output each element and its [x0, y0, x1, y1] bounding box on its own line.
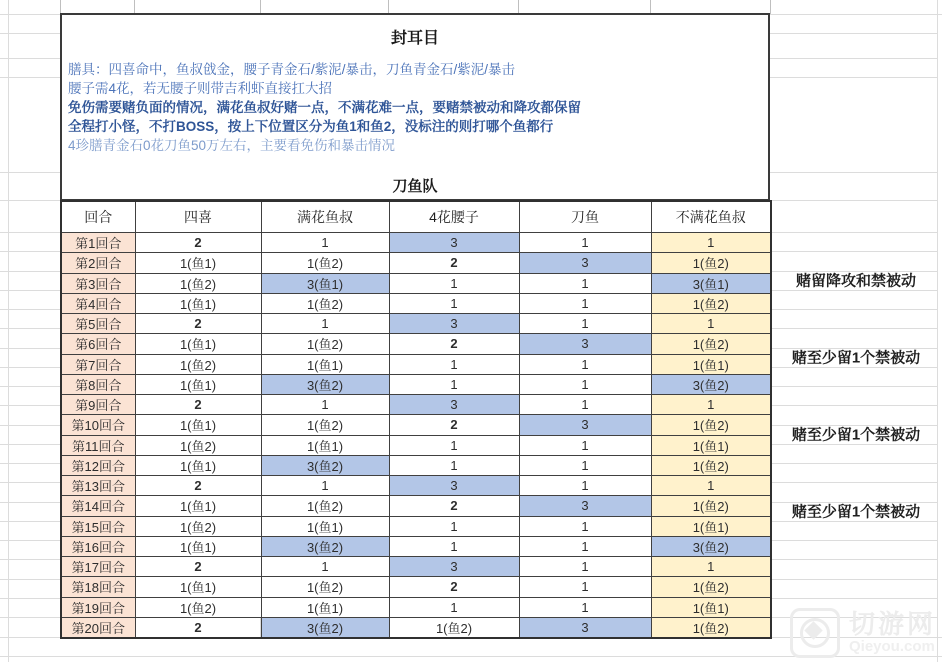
- value-cell: 2: [389, 334, 519, 354]
- value-cell: 1(鱼2): [651, 577, 771, 597]
- margin-gridline: [770, 559, 937, 560]
- value-cell: 2: [135, 557, 261, 577]
- value-cell: 1(鱼1): [651, 435, 771, 455]
- margin-gridline: [518, 0, 519, 14]
- margin-gridline: [0, 521, 60, 522]
- header-row: [61, 201, 771, 233]
- value-cell: 1(鱼2): [261, 334, 389, 354]
- value-cell: 2: [135, 617, 261, 638]
- margin-gridline: [650, 0, 651, 14]
- value-cell: 3(鱼2): [261, 536, 389, 556]
- column-header: 4花腰子: [389, 201, 519, 233]
- value-cell: 1: [651, 395, 771, 415]
- margin-gridline: [770, 482, 937, 483]
- value-cell: 1: [519, 395, 651, 415]
- margin-gridline: [0, 200, 60, 201]
- value-cell: 1(鱼2): [261, 496, 389, 516]
- margin-gridline: [770, 172, 937, 173]
- margin-gridline: [770, 33, 937, 34]
- value-cell: 3(鱼1): [261, 273, 389, 293]
- value-cell: 2: [135, 476, 261, 496]
- margin-gridline: [770, 405, 937, 406]
- round-label: 第20回合: [61, 617, 135, 638]
- column-header: 刀鱼: [519, 201, 651, 233]
- table-row: [61, 557, 771, 577]
- value-cell: 1: [389, 293, 519, 313]
- table-row: [61, 233, 771, 253]
- round-label: 第13回合: [61, 476, 135, 496]
- value-cell: 1: [651, 557, 771, 577]
- value-cell: 1(鱼1): [651, 597, 771, 617]
- value-cell: 1(鱼1): [651, 354, 771, 374]
- value-cell: 3: [519, 415, 651, 435]
- value-cell: 1(鱼1): [261, 354, 389, 374]
- value-cell: 1: [389, 597, 519, 617]
- margin-gridline: [0, 77, 60, 78]
- site-watermark: [790, 608, 936, 658]
- table-row: [61, 597, 771, 617]
- round-label: 第4回合: [61, 293, 135, 313]
- margin-gridline: [0, 58, 60, 59]
- margin-gridline: [0, 598, 60, 599]
- value-cell: 1: [651, 314, 771, 334]
- table-row: [61, 435, 771, 455]
- value-cell: 3: [389, 476, 519, 496]
- margin-gridline: [770, 251, 937, 252]
- margin-gridline: [0, 444, 60, 445]
- table-row: [61, 314, 771, 334]
- value-cell: 1: [519, 374, 651, 394]
- round-label: 第6回合: [61, 334, 135, 354]
- value-cell: 1(鱼1): [135, 253, 261, 273]
- value-cell: 1: [519, 233, 651, 253]
- value-cell: 1(鱼2): [651, 415, 771, 435]
- column-header: 四喜: [135, 201, 261, 233]
- note-line: 全程打小怪，不打BOSS，按上下位置区分为鱼1和鱼2，没标注的则打哪个鱼都行: [68, 119, 554, 134]
- margin-gridline: [0, 617, 60, 618]
- value-cell: 2: [389, 496, 519, 516]
- value-cell: 1(鱼1): [135, 334, 261, 354]
- gamble-annotation: 赌留降攻和禁被动: [795, 272, 916, 290]
- margin-gridline: [0, 348, 60, 349]
- column-header: 不满花鱼叔: [651, 201, 771, 233]
- round-label: 第18回合: [61, 577, 135, 597]
- margin-gridline: [770, 0, 771, 14]
- round-label: 第10回合: [61, 415, 135, 435]
- value-cell: 1: [261, 557, 389, 577]
- value-cell: 1: [519, 435, 651, 455]
- value-cell: 3: [389, 395, 519, 415]
- margin-gridline: [0, 540, 60, 541]
- margin-gridline: [770, 540, 937, 541]
- margin-gridline: [770, 598, 937, 599]
- value-cell: 1(鱼2): [135, 354, 261, 374]
- value-cell: 1: [519, 293, 651, 313]
- margin-gridline: [134, 0, 135, 14]
- value-cell: 1(鱼1): [135, 455, 261, 475]
- value-cell: 1: [389, 516, 519, 536]
- margin-gridline: [770, 58, 937, 59]
- rounds-table: [60, 200, 772, 639]
- value-cell: 1: [389, 435, 519, 455]
- margin-gridline: [60, 0, 61, 14]
- round-label: 第14回合: [61, 496, 135, 516]
- value-cell: 3(鱼1): [651, 273, 771, 293]
- value-cell: 1(鱼1): [135, 536, 261, 556]
- value-cell: 1(鱼2): [261, 577, 389, 597]
- round-label: 第19回合: [61, 597, 135, 617]
- margin-gridline: [770, 200, 937, 201]
- value-cell: 2: [389, 253, 519, 273]
- margin-gridline: [0, 367, 60, 368]
- gamble-annotation: 赌至少留1个禁被动: [791, 503, 921, 521]
- value-cell: 1: [519, 557, 651, 577]
- value-cell: 1: [519, 597, 651, 617]
- margin-gridline: [0, 425, 60, 426]
- value-cell: 1(鱼1): [261, 597, 389, 617]
- note-line: 膳具：四喜命中，鱼叔戗金，腰子青金石/紫泥/暴击，刀鱼青金石/紫泥/暴击: [68, 62, 516, 77]
- margin-gridline: [770, 386, 937, 387]
- value-cell: 1(鱼2): [261, 293, 389, 313]
- value-cell: 1(鱼2): [389, 617, 519, 638]
- value-cell: 3: [519, 253, 651, 273]
- round-label: 第5回合: [61, 314, 135, 334]
- margin-gridline: [0, 251, 60, 252]
- table-row: [61, 577, 771, 597]
- value-cell: 1(鱼1): [261, 516, 389, 536]
- value-cell: 1: [261, 395, 389, 415]
- round-label: 第9回合: [61, 395, 135, 415]
- value-cell: 1(鱼1): [651, 516, 771, 536]
- gamble-annotation: 赌至少留1个禁被动: [791, 349, 921, 367]
- margin-gridline: [770, 328, 937, 329]
- value-cell: 1(鱼1): [261, 435, 389, 455]
- round-label: 第7回合: [61, 354, 135, 374]
- value-cell: 1: [519, 577, 651, 597]
- table-row: [61, 273, 771, 293]
- margin-gridline: [0, 232, 60, 233]
- value-cell: 1: [519, 516, 651, 536]
- table-row: [61, 516, 771, 536]
- table-row: [61, 476, 771, 496]
- value-cell: 3: [519, 334, 651, 354]
- margin-gridline: [0, 172, 60, 173]
- round-label: 第15回合: [61, 516, 135, 536]
- notes-block: [60, 57, 770, 173]
- round-label: 第17回合: [61, 557, 135, 577]
- table-row: [61, 415, 771, 435]
- value-cell: 1(鱼2): [651, 617, 771, 638]
- value-cell: 1: [389, 354, 519, 374]
- margin-gridline: [770, 309, 937, 310]
- column-header: 回合: [61, 201, 135, 233]
- margin-gridline: [770, 463, 937, 464]
- value-cell: 3(鱼2): [261, 617, 389, 638]
- value-cell: 1(鱼2): [651, 293, 771, 313]
- margin-gridline: [0, 405, 60, 406]
- margin-gridline: [0, 386, 60, 387]
- value-cell: 1: [519, 314, 651, 334]
- value-cell: 1(鱼2): [135, 597, 261, 617]
- value-cell: 1: [519, 354, 651, 374]
- value-cell: 1: [389, 455, 519, 475]
- table-row: [61, 617, 771, 638]
- value-cell: 3: [519, 496, 651, 516]
- value-cell: 3(鱼2): [651, 374, 771, 394]
- value-cell: 1: [651, 476, 771, 496]
- rounds-table-wrap: [60, 200, 770, 639]
- value-cell: 1(鱼2): [261, 415, 389, 435]
- value-cell: 2: [389, 577, 519, 597]
- margin-gridline: [0, 579, 60, 580]
- qieyou-logo-icon: [790, 608, 840, 658]
- margin-gridline: [0, 463, 60, 464]
- value-cell: 3(鱼2): [651, 536, 771, 556]
- note-line: 腰子需4花，若无腰子则带吉利虾直接扛大招: [68, 81, 333, 96]
- margin-gridline: [388, 0, 389, 14]
- table-row: [61, 253, 771, 273]
- value-cell: 1: [389, 536, 519, 556]
- value-cell: 3: [389, 314, 519, 334]
- table-row: [61, 293, 771, 313]
- table-row: [61, 334, 771, 354]
- value-cell: 1: [651, 233, 771, 253]
- table-row: [61, 455, 771, 475]
- table-row: [61, 496, 771, 516]
- round-label: 第8回合: [61, 374, 135, 394]
- margin-gridline: [0, 290, 60, 291]
- value-cell: 1(鱼2): [651, 334, 771, 354]
- value-cell: 1(鱼2): [651, 496, 771, 516]
- note-line: 免伤需要赌负面的情况，满花鱼叔好赌一点，不满花难一点，要赌禁被动和降攻都保留: [68, 100, 581, 115]
- value-cell: 1(鱼2): [261, 253, 389, 273]
- value-cell: 1(鱼1): [135, 496, 261, 516]
- margin-gridline: [0, 33, 60, 34]
- value-cell: 1(鱼2): [135, 273, 261, 293]
- value-cell: 1: [519, 476, 651, 496]
- value-cell: 1(鱼1): [135, 293, 261, 313]
- table-row: [61, 354, 771, 374]
- section-title: 刀鱼队: [60, 171, 770, 201]
- margin-gridline: [0, 559, 60, 560]
- margin-gridline: [770, 232, 937, 233]
- round-label: 第3回合: [61, 273, 135, 293]
- watermark-site-domain: Qieyou.com: [848, 637, 935, 655]
- page-title: 封耳目: [60, 13, 770, 59]
- value-cell: 3: [389, 233, 519, 253]
- value-cell: 3(鱼2): [261, 374, 389, 394]
- value-cell: 3(鱼2): [261, 455, 389, 475]
- value-cell: 1: [519, 455, 651, 475]
- column-header: 满花鱼叔: [261, 201, 389, 233]
- margin-gridline: [0, 328, 60, 329]
- margin-gridline: [937, 0, 938, 662]
- margin-gridline: [770, 77, 937, 78]
- value-cell: 3: [519, 617, 651, 638]
- value-cell: 1: [261, 314, 389, 334]
- value-cell: 1(鱼2): [651, 253, 771, 273]
- table-row: [61, 395, 771, 415]
- value-cell: 2: [389, 415, 519, 435]
- margin-gridline: [0, 309, 60, 310]
- margin-gridline: [260, 0, 261, 14]
- round-label: 第2回合: [61, 253, 135, 273]
- margin-gridline: [0, 271, 60, 272]
- margin-gridline: [8, 0, 9, 662]
- value-cell: 1: [519, 536, 651, 556]
- round-label: 第16回合: [61, 536, 135, 556]
- value-cell: 1: [519, 273, 651, 293]
- note-line: 4珍膳青金石0花刀鱼50万左右，主要看免伤和暴击情况: [68, 138, 396, 153]
- round-label: 第11回合: [61, 435, 135, 455]
- value-cell: 1(鱼2): [135, 516, 261, 536]
- value-cell: 2: [135, 395, 261, 415]
- gamble-annotation: 赌至少留1个禁被动: [791, 426, 921, 444]
- value-cell: 1(鱼2): [651, 455, 771, 475]
- value-cell: 1: [261, 233, 389, 253]
- margin-gridline: [770, 579, 937, 580]
- value-cell: 1(鱼1): [135, 374, 261, 394]
- margin-gridline: [0, 482, 60, 483]
- value-cell: 3: [389, 557, 519, 577]
- margin-gridline: [0, 502, 60, 503]
- value-cell: 1: [261, 476, 389, 496]
- watermark-site-name: 切游网: [848, 609, 936, 640]
- value-cell: 1(鱼1): [135, 577, 261, 597]
- value-cell: 1: [389, 273, 519, 293]
- table-row: [61, 374, 771, 394]
- value-cell: 2: [135, 314, 261, 334]
- round-label: 第1回合: [61, 233, 135, 253]
- value-cell: 2: [135, 233, 261, 253]
- value-cell: 1(鱼1): [135, 415, 261, 435]
- table-row: [61, 536, 771, 556]
- value-cell: 1(鱼2): [135, 435, 261, 455]
- value-cell: 1: [389, 374, 519, 394]
- round-label: 第12回合: [61, 455, 135, 475]
